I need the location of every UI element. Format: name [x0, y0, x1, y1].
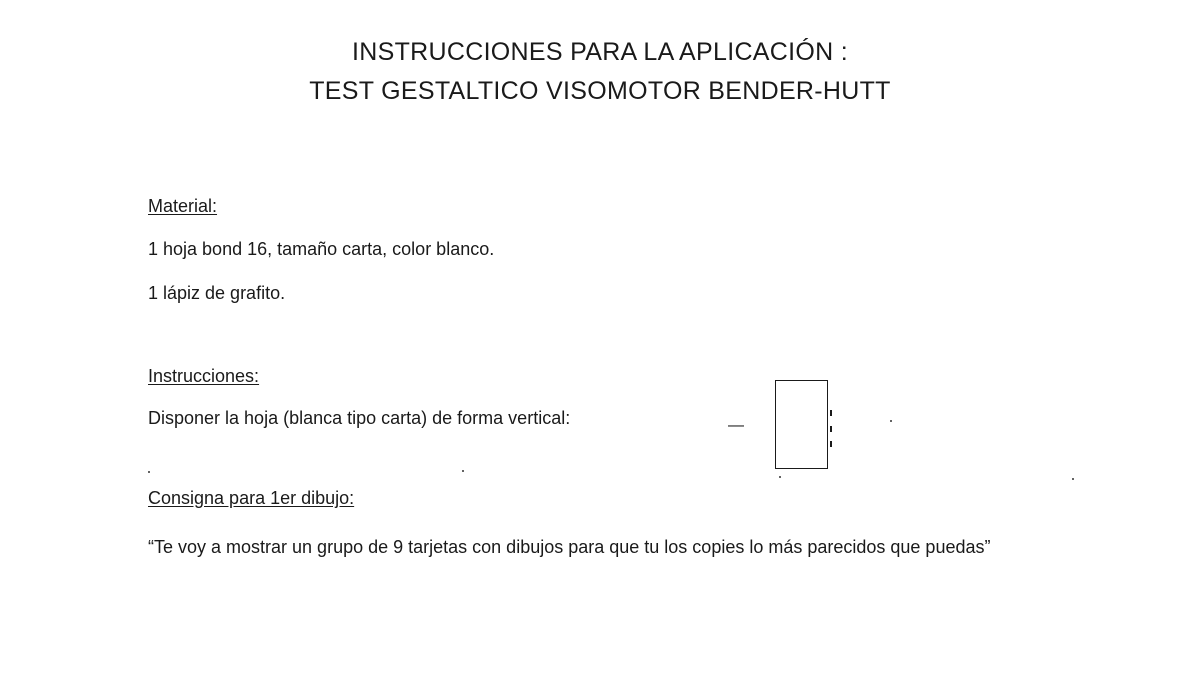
- sheet-mark: [830, 426, 832, 432]
- document-subtitle: TEST GESTALTICO VISOMOTOR BENDER-HUTT: [309, 77, 891, 105]
- material-item-paper: 1 hoja bond 16, tamaño carta, color blanco.: [148, 239, 495, 259]
- scan-speck: [890, 420, 892, 422]
- consigna-text: “Te voy a mostrar un grupo de 9 tarjetas con dibujos para que tu los copies lo más parecidos que puedas”: [148, 537, 991, 557]
- arrow-icon: —: [728, 417, 744, 434]
- document-title: INSTRUCCIONES PARA LA APLICACIÓN :: [352, 38, 848, 66]
- consigna-heading: Consigna para 1er dibujo:: [148, 488, 355, 508]
- sheet-mark: [830, 441, 832, 447]
- instrucciones-heading: Instrucciones:: [148, 366, 260, 386]
- vertical-sheet-icon: [775, 380, 828, 469]
- sheet-mark: [830, 410, 832, 416]
- scan-speck: [462, 470, 464, 472]
- scan-speck: [1072, 478, 1074, 480]
- scan-speck: [148, 471, 150, 473]
- instrucciones-text: Disponer la hoja (blanca tipo carta) de forma vertical:: [148, 408, 571, 428]
- material-item-pencil: 1 lápiz de grafito.: [148, 283, 286, 303]
- material-heading: Material:: [148, 196, 218, 216]
- scan-speck: [779, 476, 781, 478]
